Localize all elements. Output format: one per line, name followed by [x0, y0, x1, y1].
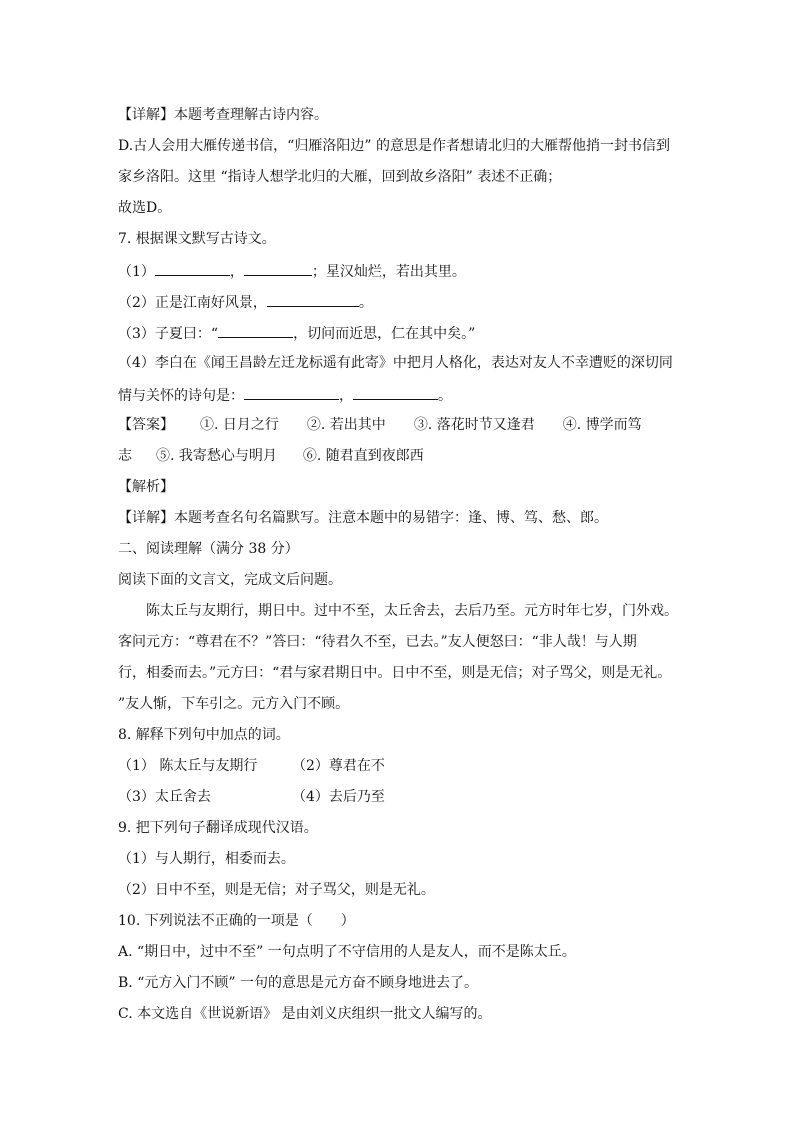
passage-line: 行，相委而去。”元方曰：“君与家君期日中。日中不至，则是无信；对子骂父，则是无礼。 [118, 665, 672, 681]
passage-line: 陈太丘与友期行，期日中。过中不至，太丘舍去，去后乃至。元方时年七岁，门外戏。 [146, 603, 678, 619]
option-b: B. “元方入门不顾” 一句的意思是元方奋不顾身地进去了。 [118, 975, 478, 991]
answer-blank [244, 261, 312, 276]
answer-blank [267, 292, 359, 307]
explanation-line: 家乡洛阳。这里 “指诗人想学北归的大雁，回到故乡洛阳” 表述不正确； [118, 169, 562, 185]
question-8-row: （1） 陈太丘与友期行 （2）尊君在不 [118, 758, 385, 774]
explanation-line: 【详解】本题考查理解古诗内容。 [118, 107, 328, 123]
answer-blank [244, 385, 339, 400]
instruction-line: 阅读下面的文言文，完成文后问题。 [118, 572, 342, 588]
question-8-title: 8. 解释下列句中加点的词。 [118, 727, 290, 743]
section-heading: 二、阅读理解（满分 38 分） [118, 541, 299, 557]
answer-blank [218, 323, 293, 338]
answer-blank [155, 261, 230, 276]
option-c: C. 本文选自《世说新语》 是由刘义庆组织一批文人编写的。 [118, 1006, 492, 1022]
answer-blank [353, 385, 438, 400]
question-9-item: （1）与人期行，相委而去。 [118, 851, 295, 867]
question-7-item-1: （1） ， ；星汉灿烂，若出其里。 [118, 261, 466, 281]
question-10-title: 10. 下列说法不正确的一项是（ ） [118, 913, 355, 929]
question-7-item-3: （3）子夏曰：“ ，切问而近思，仁在其中矣。” [118, 323, 475, 343]
question-9-item: （2）日中不至，则是无信；对子骂父，则是无礼。 [118, 882, 435, 898]
answer-line: 【答案】 ①. 日月之行 ②. 若出其中 ③. 落花时节又逢君 ④. 博学而笃 [118, 417, 642, 433]
option-a: A. “期日中，过中不至” 一句点明了不守信用的人是友人，而不是陈太丘。 [118, 944, 576, 960]
explanation-line: 故选D。 [118, 200, 172, 216]
answer-line-cont: 志 ⑤. 我寄愁心与明月 ⑥. 随君直到夜郎西 [118, 448, 424, 464]
answer-label: 【答案】 [118, 417, 174, 433]
passage-line: 客问元方：“尊君在不？”答曰：“待君久不至，已去。”友人便怒曰：“非人哉！与人期 [118, 634, 637, 650]
explanation-line: D.古人会用大雁传递书信，“归雁洛阳边” 的意思是作者想请北归的大雁帮他捎一封书信到 [118, 138, 670, 154]
question-9-title: 9. 把下列句子翻译成现代汉语。 [118, 820, 318, 836]
question-7-item-4: （4）李白在《闻王昌龄左迁龙标遥有此寄》中把月人格化，表达对友人不幸遭贬的深切同 [118, 355, 673, 371]
explanation-line: 【详解】本题考查名句名篇默写。注意本题中的易错字：逢、博、笃、愁、郎。 [118, 510, 608, 526]
question-8-row: （3）太丘舍去 （4）去后乃至 [118, 789, 385, 805]
passage-line: ”友人惭，下车引之。元方入门不顾。 [118, 696, 350, 712]
analysis-label: 【解析】 [118, 479, 174, 495]
question-7-item-4-cont: 情与关怀的诗句是： ， 。 [118, 385, 452, 405]
question-7-title: 7. 根据课文默写古诗文。 [118, 231, 276, 247]
question-7-item-2: （2）正是江南好风景， 。 [118, 292, 373, 312]
